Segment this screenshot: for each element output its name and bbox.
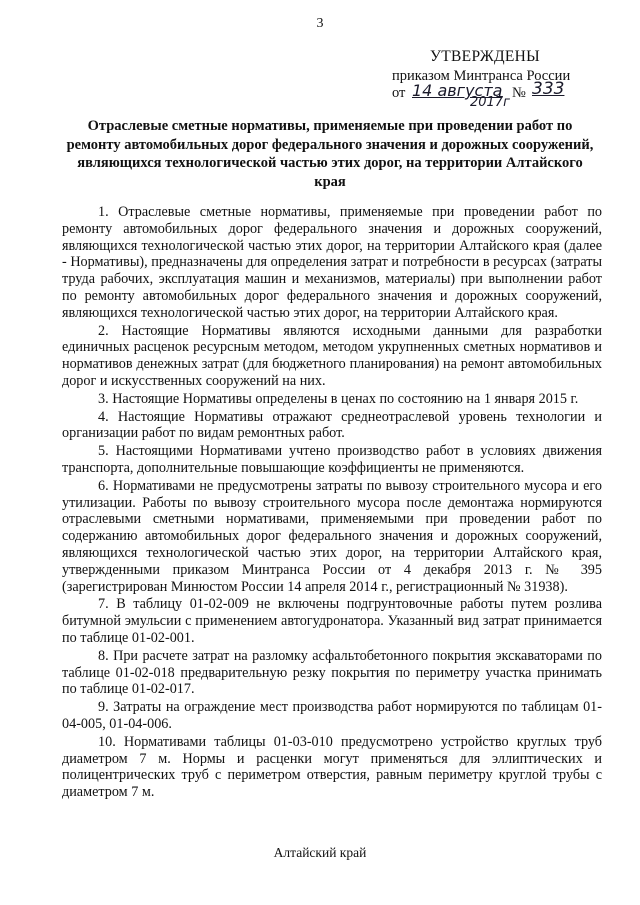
handwritten-date: 14 августа [412,81,503,100]
number-prefix: № [512,85,526,101]
paragraph: 7. В таблицу 01-02-009 не включены подгрунтовочные работы путем розлива битумной эмульсии с применением автогудронатора. Указанный вид затрат принимается по таблице 01-02-001. [62,596,602,646]
paragraph: 8. При расчете затрат на разломку асфальтобетонного покрытия экскаваторами по таблице 01-02-018 предварительную резку покрытия по периметру участка принимать по таблице 01-02-017. [62,647,602,698]
handwritten-year: 2017г [470,95,510,110]
paragraph: 5. Настоящими Нормативами учтено производство работ в условиях движения транспорта, дополнительные повышающие коэффициенты не применяются. [62,443,602,476]
paragraph: 2. Настоящие Нормативы являются исходными данными для разработки единичных расценок ресурсным методом, методом укрупненных сметных нормативов и нормативов денежных затрат (для бюджетного планирования) на ремонт автомобильных дорог и искусственных сооружений на них. [62,322,602,389]
paragraph: 3. Настоящие Нормативы определены в ценах по состоянию на 1 января 2015 г. [98,390,579,407]
date-prefix: от [392,85,406,101]
approval-heading: УТВЕРЖДЕНЫ [430,48,540,65]
approval-order: приказом Минтранса России [392,68,571,84]
paragraph: 10. Нормативами таблицы 01-03-010 предусмотрено устройство круглых труб диаметром 7 м. Нормы и расценки могут применяться для эллиптических и полицентрических труб с периметром отверстия, равным периметру круглой трубы с диаметром 7 м. [62,733,602,801]
approval-date-line [392,79,602,110]
document-body [62,204,602,802]
approval-block [392,48,602,109]
paragraph: 1. Отраслевые сметные нормативы, применяемые при проведении работ по ремонту автомобильных дорог федерального значения и дорожных сооружений, являющихся технологической частью этих дорог, на территории Алтайского края (далее - Нормативы), предназначены для определения затрат и потребности в ресурсах (затраты труда рабочих, эксплуатация машин и механизмов, материалы) при выполнении работ по ремонту автомобильных дорог федерального значения и дорожных сооружений, являющихся технологической частью этих дорог, на территории Алтайского края. [62,204,602,321]
paragraph: 9. Затраты на ограждение мест производства работ нормируются по таблицам 01-04-005, 01-04-006. [62,699,602,732]
document-title: Отраслевые сметные нормативы, применяемые при проведении работ по ремонту автомобильных дорог федерального значения и дорожных сооружений, являющихся технологической частью этих дорог, на территории Алтайского края [66,118,594,190]
page-number: 3 [316,16,324,31]
page-footer: Алтайский край [273,845,367,860]
handwritten-order-number: 333 [532,79,565,99]
paragraph: 6. Нормативами не предусмотрены затраты по вывозу строительного мусора и его утилизации. Работы по вывозу строительного мусора после демонтажа нормируются отраслевыми сметными нормативами, применяемыми при проведении работ по содержанию автомобильных дорог федерального значения и дорожных сооружений, являющихся технологической частью этих дорог, на территории Алтайского края, утвержденными приказом Минтранса России от 4 декабря 2013 г. № 395 (зарегистрирован Минюстом России 14 апреля 2014 г., регистрационный № 31938). [62,477,602,595]
paragraph: 4. Настоящие Нормативы отражают среднеотраслевой уровень технологии и организации работ по видам ремонтных работ. [62,408,602,442]
